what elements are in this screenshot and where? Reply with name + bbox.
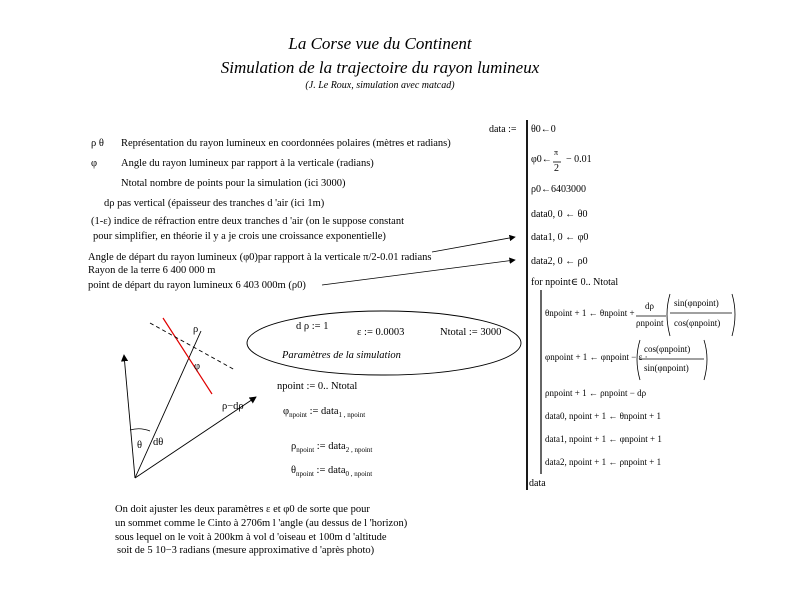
data1-update: data1, npoint + 1 ← φnpoint + 1 bbox=[545, 434, 662, 444]
sin-phi-denominator: sin(φnpoint) bbox=[644, 363, 689, 373]
param-epsilon: ε := 0.0003 bbox=[357, 327, 405, 338]
phi-description: Angle du rayon lumineux par rapport à la verticale (radians) bbox=[121, 158, 374, 169]
page-subtitle: Simulation de la trajectoire du rayon lumineux bbox=[220, 58, 540, 77]
range-definition: npoint := 0.. Ntotal bbox=[277, 381, 358, 392]
note-line-3: sous lequel on le voit à 200km à vol d 'oiseau et 100m d 'altitude bbox=[115, 532, 387, 543]
note-line-1: On doit ajuster les deux paramètres ε et φ0 de sorte que pour bbox=[115, 504, 370, 515]
theta-assignment: $\theta_{npoint}$ := data$_{0 , npoint}$ bbox=[291, 465, 373, 479]
param-drho: d ρ := 1 bbox=[296, 321, 329, 332]
program-return: data bbox=[529, 478, 546, 489]
drho-description: dρ pas vertical (épaisseur des tranches d 'air (ici 1m) bbox=[104, 198, 325, 209]
rho-assignment: $\rho_{npoint}$ := data$_{2 , npoint}$ bbox=[291, 441, 373, 455]
phi-update: φnpoint + 1 ← φnpoint − ε · bbox=[545, 352, 648, 362]
phi0-init: φ0← bbox=[531, 154, 552, 165]
rho-update: ρnpoint + 1 ← ρnpoint − dρ bbox=[545, 388, 647, 398]
sin-phi: sin(φnpoint) bbox=[674, 298, 719, 308]
ntotal-description: Ntotal nombre de points pour la simulation (ici 3000) bbox=[121, 178, 346, 189]
diagram-dtheta-label: dθ bbox=[153, 437, 164, 448]
cos-phi-numerator: cos(φnpoint) bbox=[644, 344, 691, 354]
for-loop: for npoint∈ 0.. Ntotal bbox=[531, 277, 619, 288]
pi-numerator: π bbox=[554, 148, 559, 157]
drho-numerator: dρ bbox=[645, 301, 654, 311]
theta-arc bbox=[130, 429, 150, 431]
note-line-4: soit de 5 10−3 radians (mesure approximative d 'après photo) bbox=[117, 545, 375, 556]
arrow-to-data20 bbox=[322, 260, 515, 285]
start-point-description: point de départ du rayon lumineux 6 403 000m (ρ0) bbox=[88, 280, 306, 291]
rho-minus-drho-ray bbox=[124, 355, 135, 478]
phi-assignment: $\varphi_{npoint}$ := data$_{1 , npoint}$ bbox=[283, 406, 366, 420]
start-angle-description: Angle de départ du rayon lumineux (φ0)par rapport à la verticale π/2-0.01 radians bbox=[88, 252, 432, 263]
diagram-phi-label: φ bbox=[194, 361, 201, 372]
data00-init: data0, 0 ← θ0 bbox=[531, 209, 588, 220]
diagram-theta-label: θ bbox=[137, 440, 143, 451]
parameters-ellipse bbox=[247, 311, 521, 375]
data20-init: data2, 0 ← ρ0 bbox=[531, 256, 588, 267]
data2-update: data2, npoint + 1 ← ρnpoint + 1 bbox=[545, 457, 662, 467]
rho-theta-symbol: ρ θ bbox=[91, 138, 104, 149]
cos-phi: cos(φnpoint) bbox=[674, 318, 721, 328]
data0-update: data0, npoint + 1 ← θnpoint + 1 bbox=[545, 411, 661, 421]
diagram-rho-minus-drho-label: ρ−dρ bbox=[222, 401, 244, 412]
data-assignment: data := bbox=[489, 124, 517, 135]
credit-line: (J. Le Roux, simulation avec matcad) bbox=[305, 80, 455, 91]
phi-symbol: φ bbox=[91, 158, 98, 169]
diagram-rho-label: ρ bbox=[193, 324, 199, 335]
epsilon-description-1: (1-ε) indice de réfraction entre deux tranches d 'air (on le suppose constant bbox=[91, 216, 405, 227]
light-ray-segment bbox=[163, 318, 212, 394]
two-denominator: 2 bbox=[554, 163, 559, 174]
minus-001: − 0.01 bbox=[566, 154, 592, 165]
earth-radius-description: Rayon de la terre 6 400 000 m bbox=[88, 265, 216, 276]
parameters-caption: Paramètres de la simulation bbox=[282, 350, 401, 361]
theta-update: θnpoint + 1 ← θnpoint + bbox=[545, 308, 635, 318]
epsilon-description-2: pour simplifier, en théorie il y a je crois une croissance exponentielle) bbox=[93, 231, 386, 242]
rho-theta-description: Représentation du rayon lumineux en coordonnées polaires (mètres et radians) bbox=[121, 138, 451, 149]
rho0-init: ρ0←6403000 bbox=[531, 184, 586, 195]
theta0-init: θ0←0 bbox=[531, 124, 556, 135]
param-ntotal: Ntotal := 3000 bbox=[440, 327, 502, 338]
data10-init: data1, 0 ← φ0 bbox=[531, 232, 589, 243]
arrow-to-data10 bbox=[432, 237, 515, 252]
page-title: La Corse vue du Continent bbox=[288, 34, 472, 53]
note-line-2: un sommet comme le Cinto à 2706m l 'angle (au dessus de l 'horizon) bbox=[115, 518, 408, 529]
rho-denominator: ρnpoint bbox=[636, 318, 664, 328]
